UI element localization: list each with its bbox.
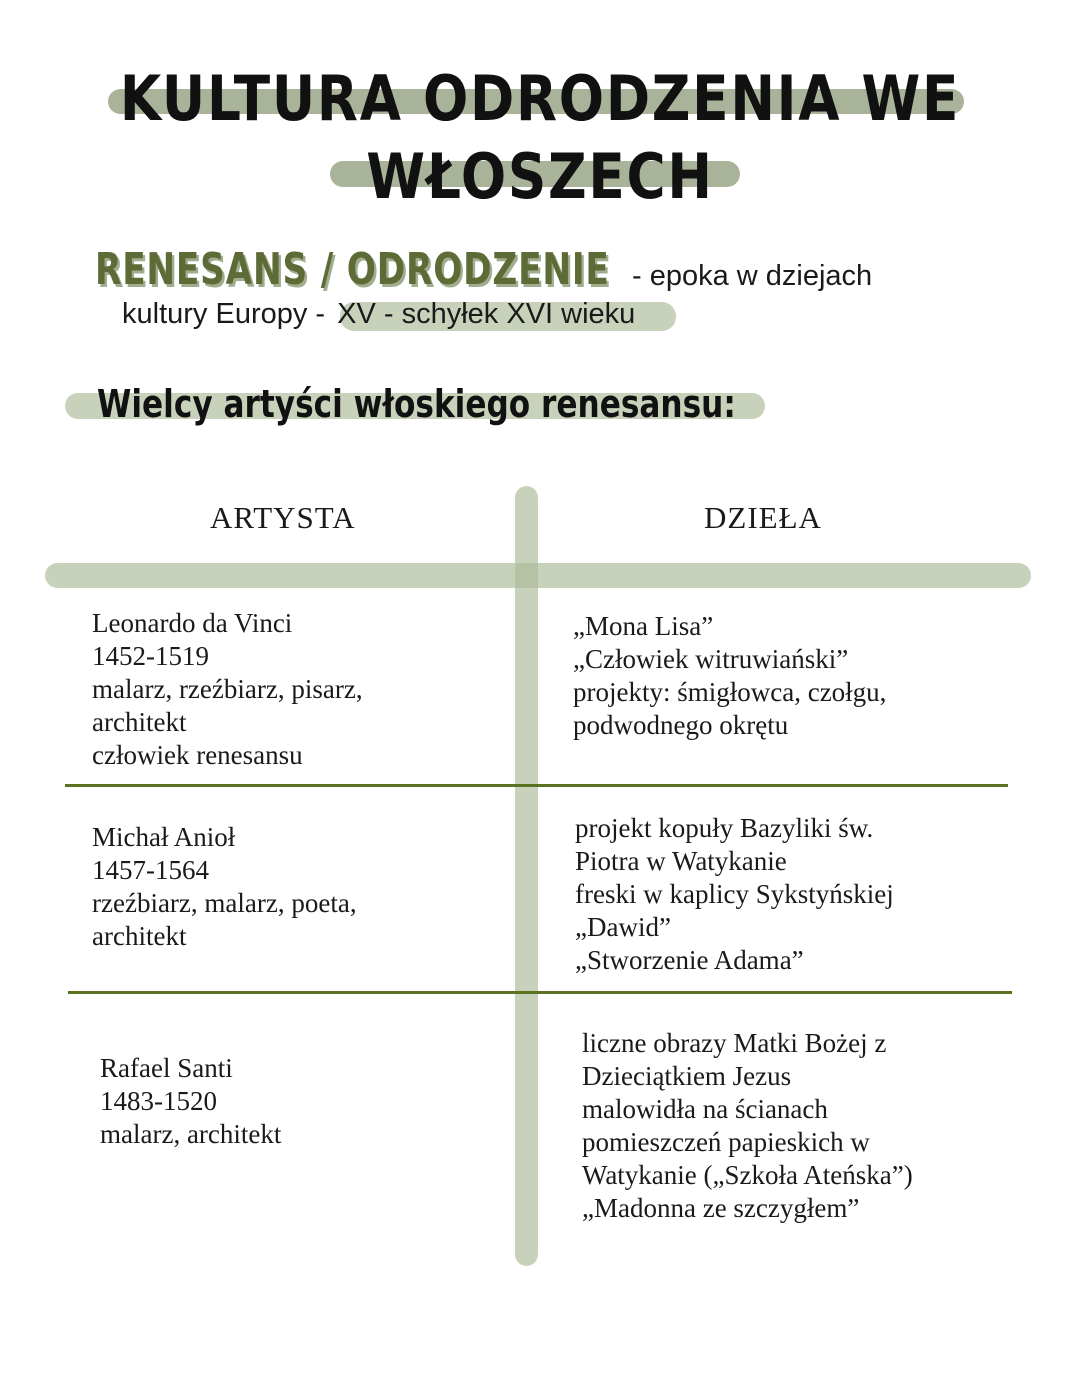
works-cell-michal-aniol xyxy=(575,812,894,977)
artist-years: 1483-1520 xyxy=(100,1086,217,1116)
artist-roles: architekt xyxy=(92,921,187,951)
artist-note: człowiek renesansu xyxy=(92,740,303,770)
work-item: „Stworzenie Adama” xyxy=(575,945,804,975)
term-renesans: RENESANS / ODRODZENIE xyxy=(95,244,610,295)
table-column-divider xyxy=(515,486,538,1266)
work-item: pomieszczeń papieskich w xyxy=(582,1127,870,1157)
artist-name: Rafael Santi xyxy=(100,1053,233,1083)
intro-line-2 xyxy=(122,298,635,331)
artist-name: Michał Anioł xyxy=(92,822,236,852)
work-item: projekty: śmigłowca, czołgu, xyxy=(573,677,887,707)
artist-roles: rzeźbiarz, malarz, poeta, xyxy=(92,888,357,918)
row-divider xyxy=(65,784,1008,787)
artist-cell-leonardo xyxy=(92,607,363,772)
header-dziela: DZIEŁA xyxy=(704,500,822,535)
artist-name: Leonardo da Vinci xyxy=(92,608,293,638)
work-item: liczne obrazy Matki Bożej z xyxy=(582,1028,887,1058)
artist-roles: malarz, rzeźbiarz, pisarz, xyxy=(92,674,363,704)
work-item: Dzieciątkiem Jezus xyxy=(582,1061,792,1091)
table-header-bar xyxy=(45,563,1031,588)
work-item: Watykanie („Szkoła Ateńska”) xyxy=(582,1160,913,1190)
artist-roles: malarz, architekt xyxy=(100,1119,282,1149)
work-item: projekt kopuły Bazyliki św. xyxy=(575,813,874,843)
work-item: „Mona Lisa” xyxy=(573,611,714,641)
work-item: „Dawid” xyxy=(575,912,671,942)
period-highlight: XV - schyłek XVI wieku xyxy=(337,298,636,330)
work-item: „Madonna ze szczygłem” xyxy=(582,1193,860,1223)
artist-years: 1457-1564 xyxy=(92,855,209,885)
artist-years: 1452-1519 xyxy=(92,641,209,671)
page-title-line-1: KULTURA ODRODZENIA WE xyxy=(119,62,961,135)
works-cell-rafael xyxy=(582,1027,913,1225)
works-cell-leonardo xyxy=(573,610,886,742)
work-item: malowidła na ścianach xyxy=(582,1094,828,1124)
definition-part-1: - epoka w dziejach xyxy=(632,260,873,292)
artist-roles: architekt xyxy=(92,707,187,737)
work-item: podwodnego okrętu xyxy=(573,710,789,740)
definition-part-2: kultury Europy - xyxy=(122,298,334,330)
page-title-line-2: WŁOSZECH xyxy=(366,140,714,213)
artist-cell-rafael xyxy=(100,1052,281,1151)
header-artysta: ARTYSTA xyxy=(210,500,356,535)
work-item: Piotra w Watykanie xyxy=(575,846,787,876)
section-heading: Wielcy artyści włoskiego renesansu: xyxy=(97,382,736,426)
artist-cell-michal-aniol xyxy=(92,821,357,953)
row-divider xyxy=(68,991,1012,994)
work-item: „Człowiek witruwiański” xyxy=(573,644,849,674)
work-item: freski w kaplicy Sykstyńskiej xyxy=(575,879,894,909)
